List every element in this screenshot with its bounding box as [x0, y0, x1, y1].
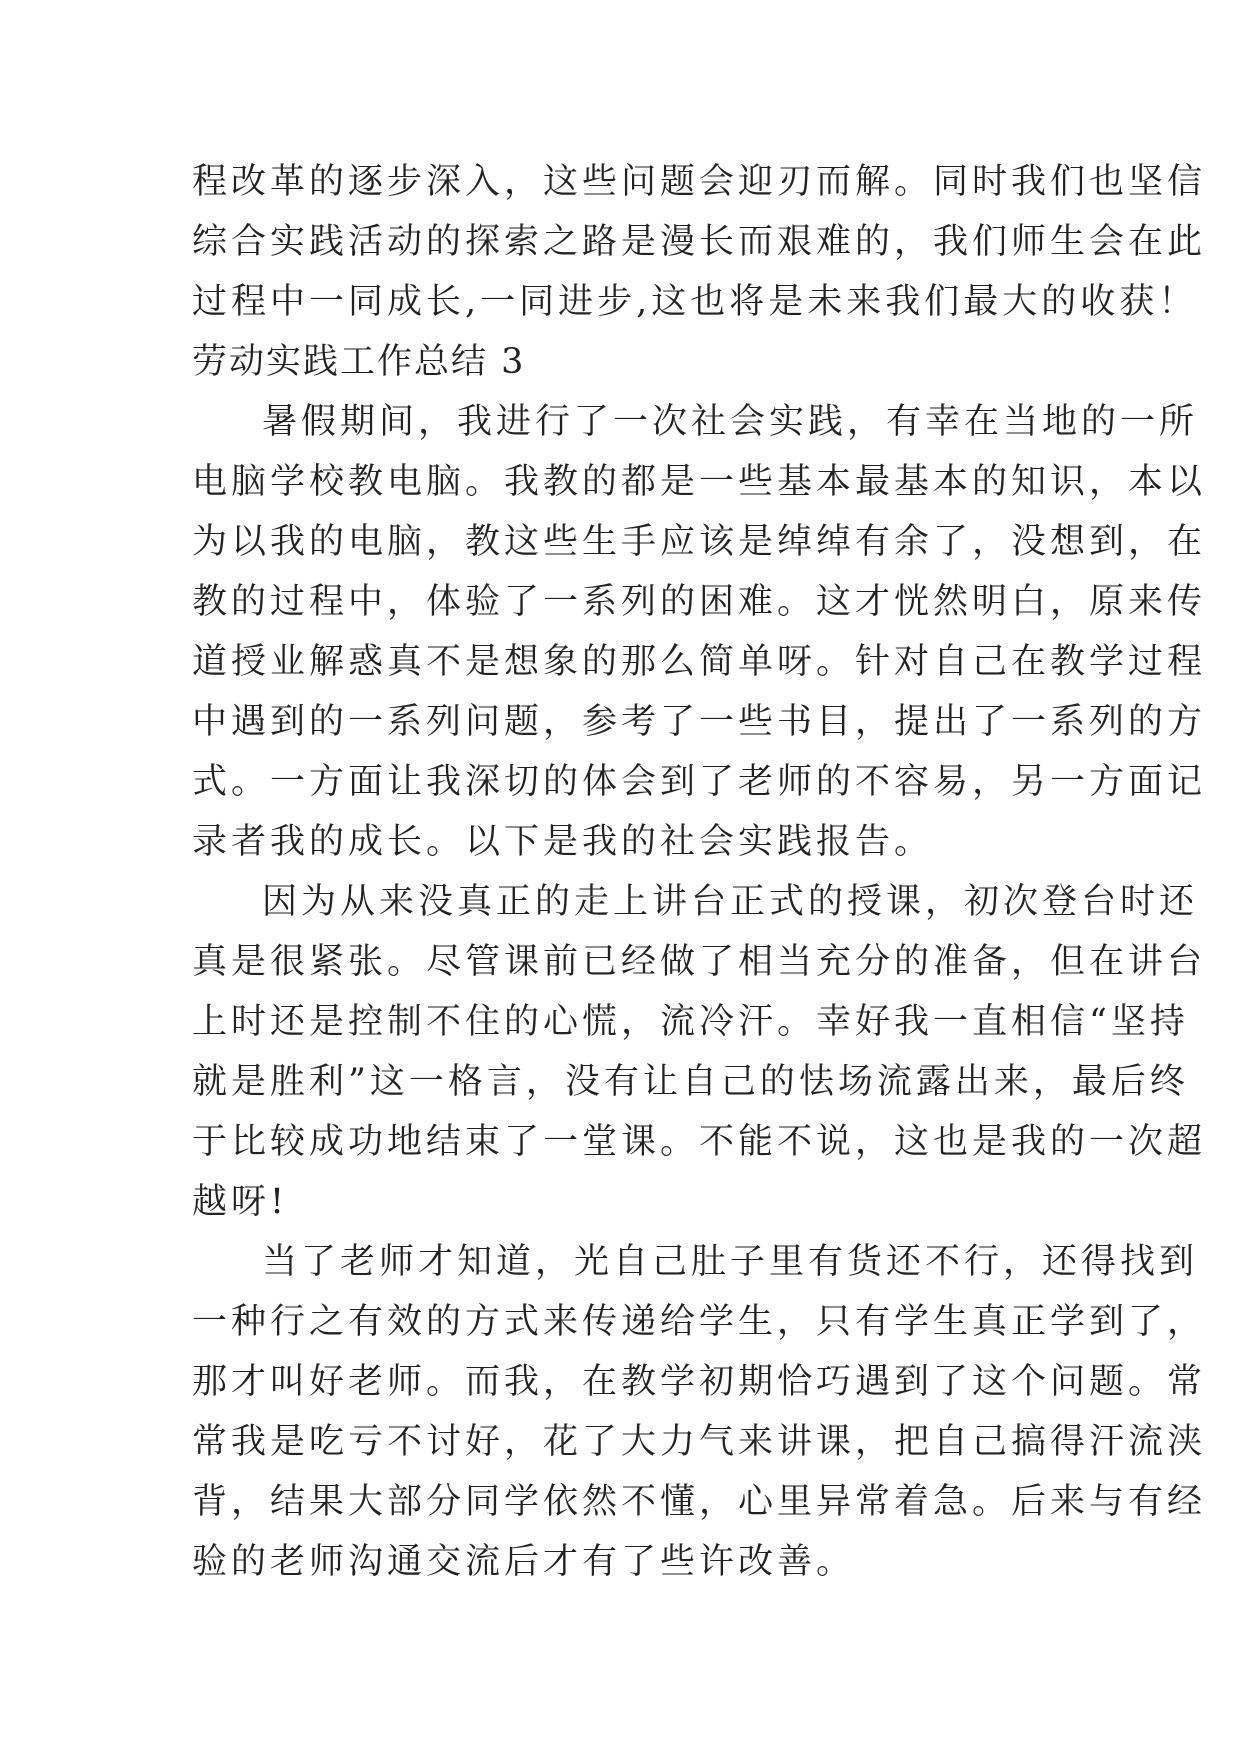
paragraph — [192, 392, 1207, 872]
text-line: 验的老师沟通交流后才有了些许改善。 — [192, 1542, 856, 1582]
section-heading: 劳动实践工作总结 3 — [192, 342, 526, 382]
text-line: 中遇到的一系列问题，参考了一些书目，提出了一系列的方 — [192, 702, 1207, 742]
text-line: 暑假期间，我进行了一次社会实践，有幸在当地的一所 — [262, 402, 1199, 442]
text-line: 常我是吃亏不讨好，花了大力气来讲课，把自己搞得汗流浃 — [192, 1422, 1207, 1462]
text-line: 为以我的电脑，教这些生手应该是绰绰有余了，没想到，在 — [192, 522, 1207, 562]
text-line: 教的过程中，体验了一系列的困难。这才恍然明白，原来传 — [192, 582, 1207, 622]
text-line: 过程中一同成长,一同进步,这也将是未来我们最大的收获！ — [192, 282, 1198, 322]
text-line: 真是很紧张。尽管课前已经做了相当充分的准备，但在讲台 — [192, 942, 1207, 982]
paragraph — [192, 1232, 1207, 1592]
continuation-paragraph — [192, 152, 1207, 332]
text-line: 就是胜利”这一格言，没有让自己的怯场流露出来，最后终 — [192, 1062, 1189, 1102]
text-line: 因为从来没真正的走上讲台正式的授课，初次登台时还 — [262, 882, 1199, 922]
text-line: 当了老师才知道，光自己肚子里有货还不行，还得找到 — [262, 1242, 1199, 1282]
text-line: 电脑学校教电脑。我教的都是一些基本最基本的知识，本以 — [192, 462, 1207, 502]
document-page — [192, 152, 1207, 1592]
text-line: 一种行之有效的方式来传递给学生，只有学生真正学到了， — [192, 1302, 1207, 1342]
text-line: 程改革的逐步深入，这些问题会迎刃而解。同时我们也坚信 — [192, 162, 1207, 202]
text-line: 式。一方面让我深切的体会到了老师的不容易，另一方面记 — [192, 762, 1207, 802]
text-line: 背，结果大部分同学依然不懂，心里异常着急。后来与有经 — [192, 1482, 1207, 1522]
text-line: 道授业解惑真不是想象的那么简单呀。针对自己在教学过程 — [192, 642, 1207, 682]
text-line: 上时还是控制不住的心慌，流冷汗。幸好我一直相信“坚持 — [192, 1002, 1189, 1042]
text-line: 越呀! — [192, 1182, 289, 1222]
text-line: 综合实践活动的探索之路是漫长而艰难的，我们师生会在此 — [192, 222, 1207, 262]
paragraph — [192, 872, 1207, 1232]
text-line: 那才叫好老师。而我，在教学初期恰巧遇到了这个问题。常 — [192, 1362, 1207, 1402]
text-line: 录者我的成长。以下是我的社会实践报告。 — [192, 822, 934, 862]
text-line: 于比较成功地结束了一堂课。不能不说，这也是我的一次超 — [192, 1122, 1207, 1162]
